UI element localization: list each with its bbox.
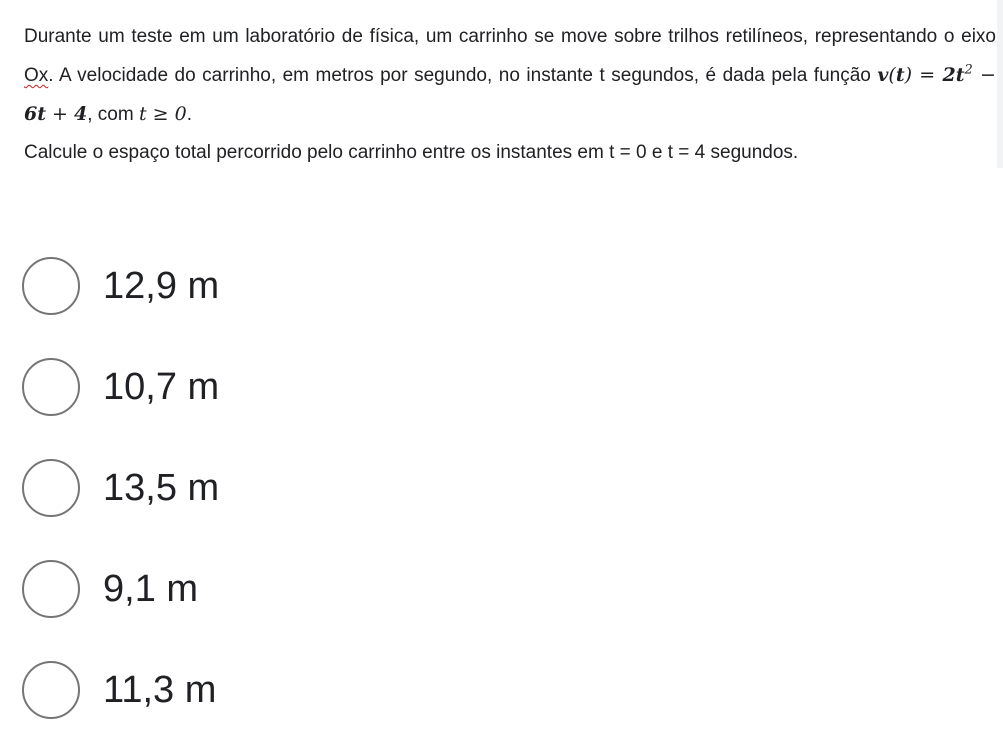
answer-option-4[interactable] [22,558,219,619]
time-condition: t ≥ 0 [138,103,187,125]
answer-option-5[interactable] [22,659,219,720]
question-prompt: Calcule o espaço total percorrido pelo carrinho entre os instantes em t = 0 e t = 4 segundos. [24,142,799,163]
answer-option-label: 11,3 m [103,668,217,711]
question-text-part-3: , com [87,104,139,125]
question-text-part-1: Durante um teste em um laboratório de física, um carrinho se move sobre trilhos retilíneos, representando o eixo [24,26,996,47]
answer-option-label: 10,7 m [103,365,220,408]
question-text-part-2: . A velocidade do carrinho, em metros por segundo, no instante t segundos, é dada pela função [48,65,878,86]
answer-option-label: 9,1 m [103,567,199,610]
radio-button-icon[interactable] [22,257,80,315]
question-statement [24,18,996,134]
answer-option-1[interactable] [22,255,219,316]
question-text-part-4: . [186,104,192,125]
question-text [24,18,996,172]
radio-button-icon[interactable] [22,661,80,719]
scrollbar-edge[interactable] [997,0,1003,168]
answer-options [22,255,219,720]
radio-button-icon[interactable] [22,560,80,618]
answer-option-label: 13,5 m [103,466,220,509]
spellcheck-word-ox: Ox [24,65,49,86]
radio-button-icon[interactable] [22,358,80,416]
radio-button-icon[interactable] [22,459,80,517]
answer-option-2[interactable] [22,356,219,417]
velocity-function: $v(t) = 2t^2 - 6t + 4$ [24,62,996,125]
answer-option-3[interactable] [22,457,219,518]
answer-option-label: 12,9 m [103,264,220,307]
